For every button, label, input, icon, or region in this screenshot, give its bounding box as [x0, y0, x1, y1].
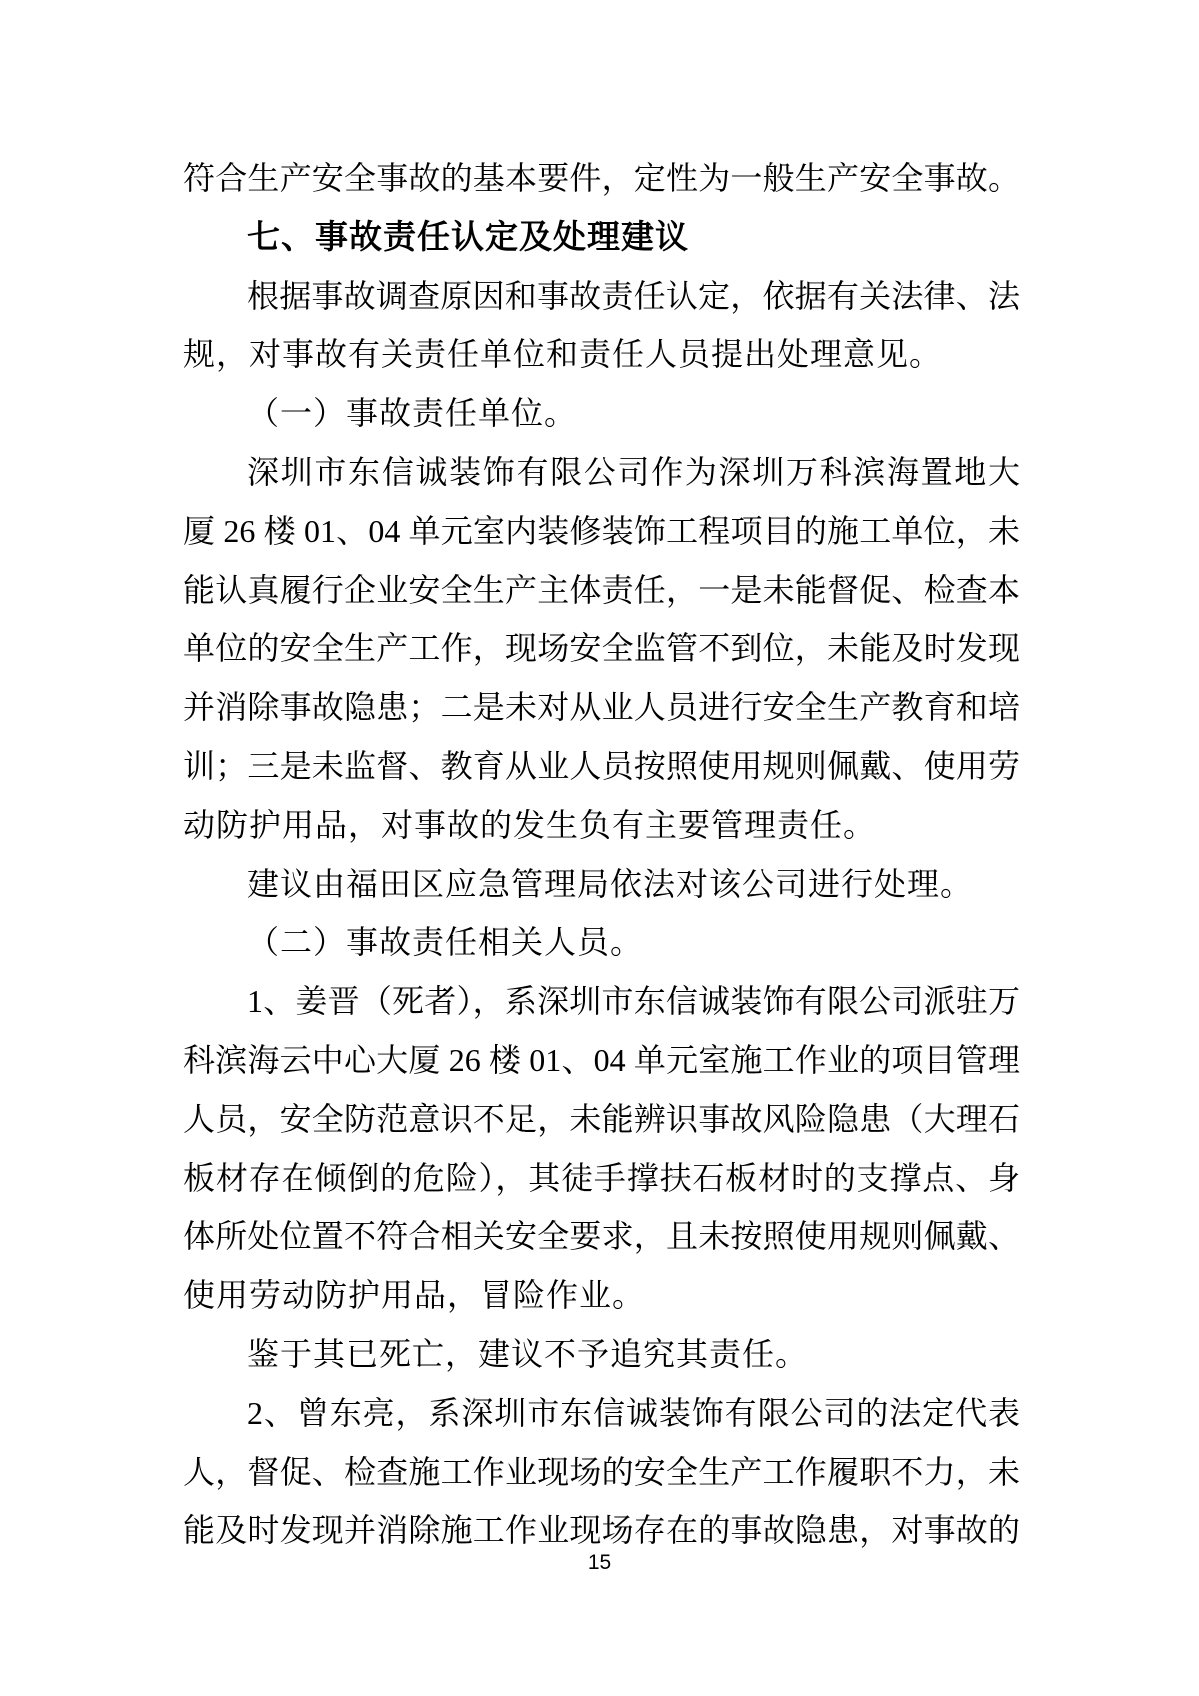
text-line: 建议由福田区应急管理局依法对该公司进行处理。 [247, 865, 974, 902]
text-line: 板材存在倾倒的危险），其徒手撑扶石板材时的支撑点、身 [183, 1159, 1020, 1196]
text-line: 使用劳动防护用品，冒险作业。 [183, 1277, 646, 1314]
document-body [183, 149, 1020, 1560]
section-heading: 七、事故责任认定及处理建议 [247, 217, 689, 255]
text-line: 人，督促、检查施工作业现场的安全生产工作履职不力，未 [183, 1453, 1020, 1490]
text-line: 动防护用品，对事故的发生负有主要管理责任。 [183, 806, 877, 843]
text-line: 符合生产安全事故的基本要件，定性为一般生产安全事故。 [183, 160, 1020, 196]
text-line: 鉴于其已死亡，建议不予追究其责任。 [247, 1335, 809, 1372]
page-number: 15 [587, 1551, 612, 1574]
text-line: 厦 26 楼 01、04 单元室内装修装饰工程项目的施工单位，未 [183, 512, 1020, 549]
text-line: 人员，安全防范意识不足，未能辨识事故风险隐患（大理石 [183, 1100, 1020, 1137]
text-line: 单位的安全生产工作，现场安全监管不到位，未能及时发现 [183, 630, 1020, 667]
text-line: 训；三是未监督、教育从业人员按照使用规则佩戴、使用劳 [183, 747, 1020, 784]
text-line: 能及时发现并消除施工作业现场存在的事故隐患，对事故的 [183, 1512, 1020, 1549]
text-line: 1、姜晋（死者），系深圳市东信诚装饰有限公司派驻万 [247, 983, 1020, 1020]
text-line: 科滨海云中心大厦 26 楼 01、04 单元室施工作业的项目管理 [183, 1041, 1020, 1078]
text-line: 2、曾东亮，系深圳市东信诚装饰有限公司的法定代表 [247, 1394, 1020, 1431]
text-line: 根据事故调查原因和事故责任认定，依据有关法律、法 [247, 277, 1020, 314]
text-line: 规，对事故有关责任单位和责任人员提出处理意见。 [183, 336, 943, 373]
text-line: （一）事故责任单位。 [247, 395, 578, 432]
text-line: 深圳市东信诚装饰有限公司作为深圳万科滨海置地大 [247, 453, 1020, 490]
text-line: 并消除事故隐患；二是未对从业人员进行安全生产教育和培 [183, 689, 1020, 726]
text-line: 体所处位置不符合相关安全要求，且未按照使用规则佩戴、 [183, 1218, 1020, 1255]
text-line: （二）事故责任相关人员。 [247, 924, 644, 961]
text-line: 能认真履行企业安全生产主体责任，一是未能督促、检查本 [183, 571, 1020, 608]
